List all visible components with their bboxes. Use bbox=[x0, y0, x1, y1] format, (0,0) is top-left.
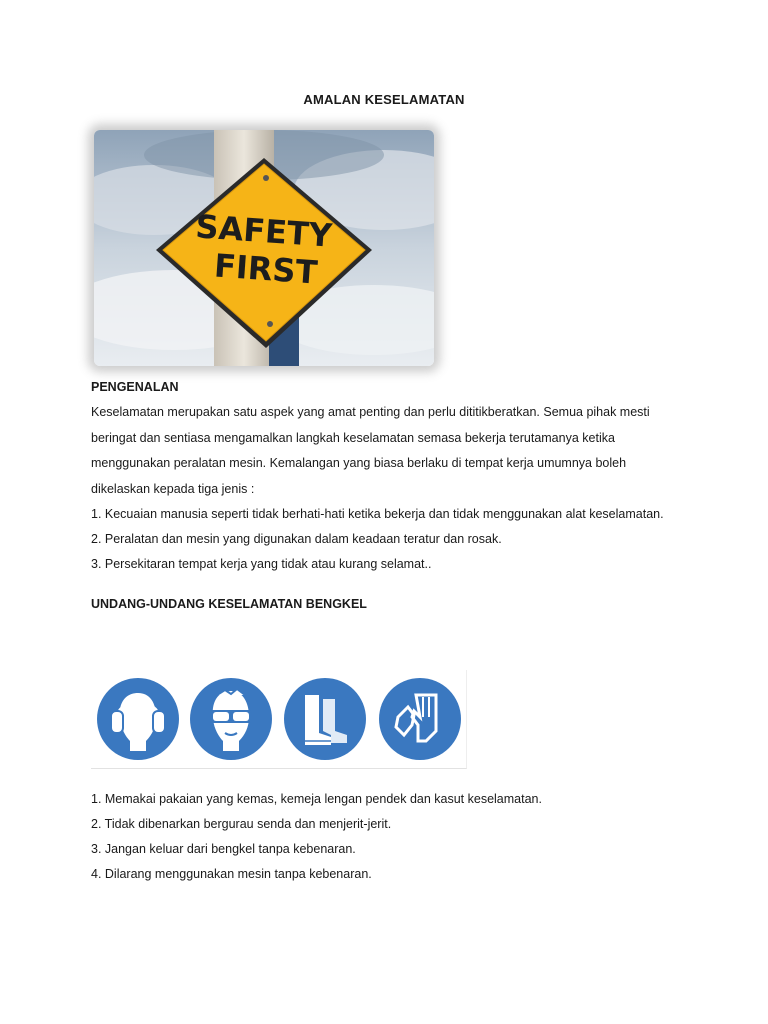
intro-paragraph bbox=[91, 400, 691, 502]
rules-heading: UNDANG-UNDANG KESELAMATAN BENGKEL bbox=[91, 597, 367, 611]
paragraph-line: dikelaskan kepada tiga jenis : bbox=[91, 481, 255, 496]
safety-gloves-icon bbox=[378, 677, 462, 761]
list-item: 2. Peralatan dan mesin yang digunakan dalam keadaan teratur dan rosak. bbox=[91, 532, 502, 546]
safety-boots-icon bbox=[283, 677, 367, 761]
page-title: AMALAN KESELAMATAN bbox=[303, 92, 465, 107]
list-item: 1. Kecuaian manusia seperti tidak berhati-hati ketika bekerja dan tidak menggunakan alat keselamatan. bbox=[91, 507, 664, 521]
paragraph-line: menggunakan peralatan mesin. Kemalangan yang biasa berlaku di tempat kerja umumnya boleh bbox=[91, 456, 627, 470]
safety-goggles-icon bbox=[189, 677, 273, 761]
safety-icons-strip bbox=[91, 670, 467, 769]
list-item: 1. Memakai pakaian yang kemas, kemeja lengan pendek dan kasut keselamatan. bbox=[91, 792, 542, 806]
list-item: 3. Jangan keluar dari bengkel tanpa kebenaran. bbox=[91, 842, 356, 856]
safety-first-image bbox=[94, 130, 434, 366]
list-item: 3. Persekitaran tempat kerja yang tidak atau kurang selamat.. bbox=[91, 557, 432, 571]
sign-text-safety: SAFETY bbox=[194, 207, 334, 255]
intro-heading: PENGENALAN bbox=[91, 380, 179, 394]
sign-text-first: FIRST bbox=[212, 246, 319, 292]
list-item: 4. Dilarang menggunakan mesin tanpa kebenaran. bbox=[91, 867, 372, 881]
accident-types-list bbox=[91, 502, 731, 577]
workshop-rules-list bbox=[91, 787, 731, 887]
paragraph-line: beringat dan sentiasa mengamalkan langkah keselamatan semasa bekerja terutamanya ketika bbox=[91, 430, 615, 445]
paragraph-line: Keselamatan merupakan satu aspek yang amat penting dan perlu dititikberatkan. Semua pihak mesti bbox=[91, 405, 650, 419]
list-item: 2. Tidak dibenarkan bergurau senda dan menjerit-jerit. bbox=[91, 817, 392, 831]
ear-protection-icon bbox=[96, 677, 180, 761]
